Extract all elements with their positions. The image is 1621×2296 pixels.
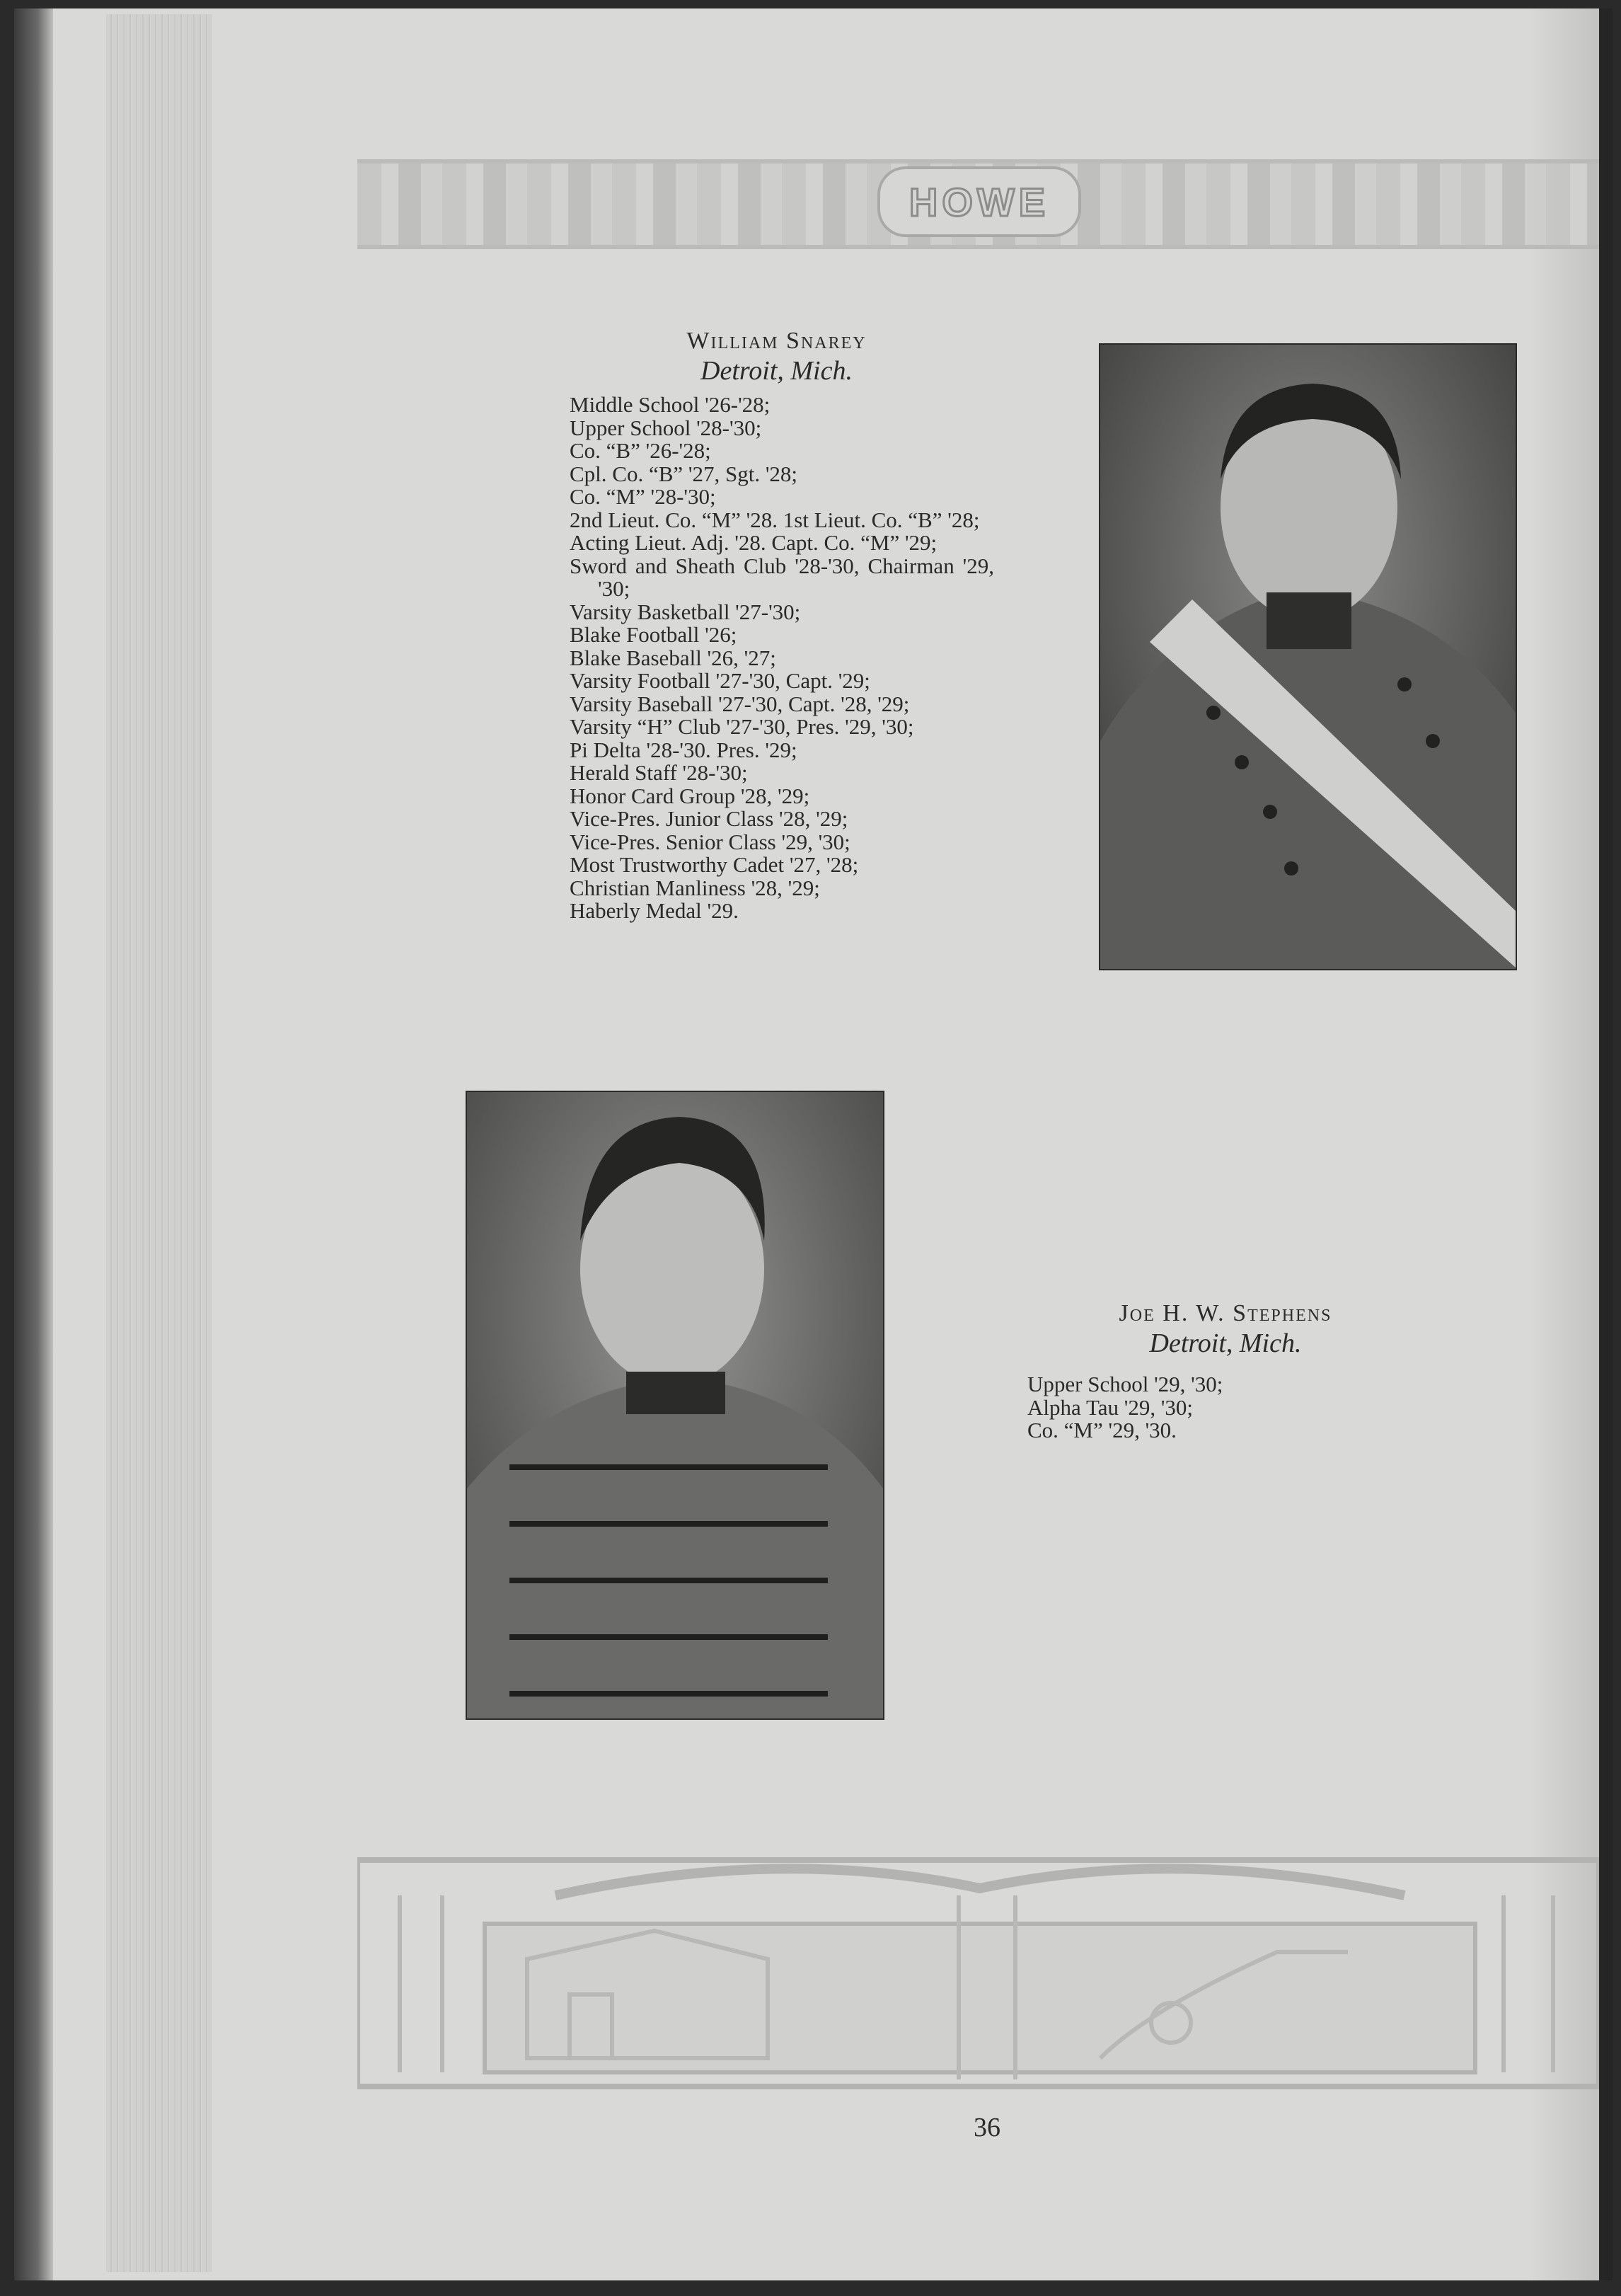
- footer-ornament: [357, 1846, 1599, 2101]
- activity-item: Pi Delta '28-'30. Pres. '29;: [570, 737, 797, 762]
- activity-item: Middle School '26-'28;: [570, 392, 771, 417]
- student-name: William Snarey: [686, 328, 867, 354]
- student-city: Detroit, Mich.: [1149, 1328, 1302, 1358]
- page-number: 36: [974, 2113, 1000, 2142]
- activity-item: Christian Manliness '28, '29;: [570, 875, 820, 900]
- activity-list: [570, 394, 994, 923]
- activity-item: Vice-Pres. Senior Class '29, '30;: [570, 829, 850, 854]
- activity-list: [1027, 1373, 1438, 1442]
- activity-item: Sword and Sheath Club '28-'30, Chairman '29, '30;: [570, 553, 994, 601]
- activity-item: Co. “M” '28-'30;: [570, 484, 716, 509]
- activity-item: Varsity Baseball '27-'30, Capt. '28, '29;: [570, 691, 910, 716]
- activity-item: Most Trustworthy Cadet '27, '28;: [570, 852, 859, 877]
- activity-item: Haberly Medal '29.: [570, 898, 739, 923]
- activity-item: Upper School '28-'30;: [570, 415, 762, 440]
- header-title: HOWE: [908, 179, 1050, 224]
- entry-joe-stephens: [1027, 1299, 1438, 1442]
- activity-item: Vice-Pres. Junior Class '28, '29;: [570, 806, 848, 831]
- student-city: Detroit, Mich.: [700, 356, 853, 386]
- activity-item: Co. “M” '29, '30.: [1027, 1418, 1177, 1442]
- activity-item: Honor Card Group '28, '29;: [570, 783, 810, 808]
- activity-item: Upper School '29, '30;: [1027, 1372, 1223, 1396]
- activity-item: Varsity “H” Club '27-'30, Pres. '29, '30;: [570, 714, 914, 739]
- student-name: Joe H. W. Stephens: [1119, 1300, 1332, 1326]
- activity-item: 2nd Lieut. Co. “M” '28. 1st Lieut. Co. “B” '28;: [570, 507, 980, 532]
- activity-item: Alpha Tau '29, '30;: [1027, 1394, 1194, 1420]
- activity-item: Herald Staff '28-'30;: [570, 760, 748, 785]
- page-edges: [106, 14, 212, 2272]
- activity-item: Varsity Basketball '27-'30;: [570, 599, 801, 624]
- portrait-photo-william-snarey: [1099, 343, 1517, 970]
- activity-item: Varsity Football '27-'30, Capt. '29;: [570, 668, 870, 693]
- activity-item: Cpl. Co. “B” '27, Sgt. '28;: [570, 461, 798, 486]
- entry-william-snarey: [570, 327, 994, 923]
- portrait-photo-joe-stephens: [466, 1091, 884, 1720]
- activity-item: Blake Football '26;: [570, 622, 737, 647]
- book-spine: [14, 8, 53, 2280]
- header-plate: [877, 166, 1081, 237]
- activity-item: Blake Baseball '26, '27;: [570, 645, 776, 670]
- activity-item: Acting Lieut. Adj. '28. Capt. Co. “M” '29;: [570, 530, 938, 555]
- activity-item: Co. “B” '26-'28;: [570, 438, 711, 463]
